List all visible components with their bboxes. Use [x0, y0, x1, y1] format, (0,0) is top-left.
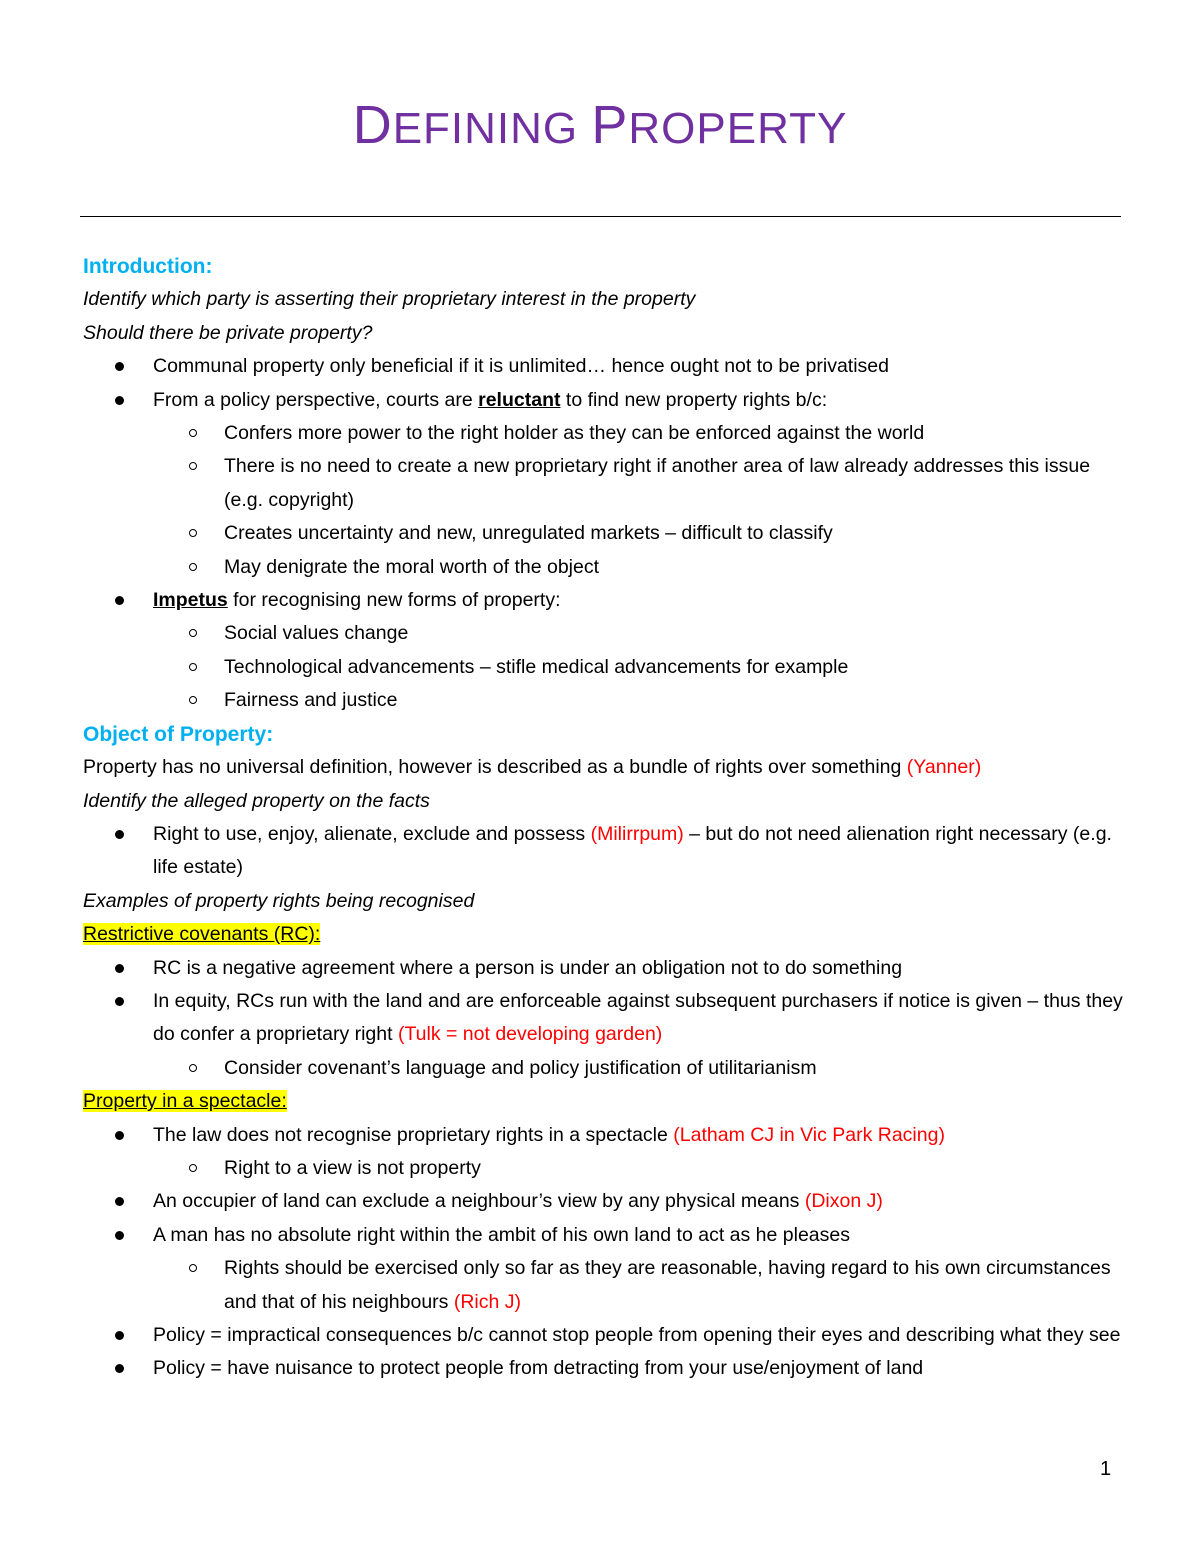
title-initial-d: D	[352, 95, 393, 155]
section-heading-object-of-property: Object of Property:	[83, 722, 274, 746]
case-citation: (Yanner)	[906, 756, 982, 779]
case-citation: (Rich J)	[453, 1290, 522, 1313]
case-citation: (Latham CJ in Vic Park Racing)	[673, 1123, 945, 1146]
sub-bullet-item	[83, 1152, 1123, 1185]
sub-bullet-marker	[189, 529, 197, 537]
sub-bullet-item	[83, 684, 1123, 717]
subheading-row	[83, 1085, 1123, 1118]
sub-bullet-text: Right to a view is not property	[224, 1156, 481, 1179]
bullet-text: The law does not recognise proprietary rights in a spectacle	[153, 1123, 674, 1146]
bullet-item	[83, 584, 1123, 617]
paragraph-text: Property has no universal definition, however is described as a bundle of rights over something	[83, 756, 907, 779]
paragraph: Identify the alleged property on the facts	[83, 789, 430, 812]
subheading-restrictive-covenants: Restrictive covenants (RC):	[83, 923, 321, 946]
emphasis-text: reluctant	[478, 388, 561, 411]
bullet-marker	[115, 396, 124, 405]
bullet-item	[83, 1185, 1123, 1218]
bullet-marker	[115, 1331, 124, 1340]
document-body	[83, 250, 1123, 1386]
bullet-item	[83, 1219, 1123, 1252]
bullet-item	[83, 952, 1123, 985]
bullet-marker	[115, 1231, 124, 1240]
sub-bullet-marker	[189, 696, 197, 704]
sub-bullet-item	[83, 651, 1123, 684]
bullet-marker	[115, 596, 124, 605]
paragraph: Identify which party is asserting their proprietary interest in the property	[83, 288, 696, 311]
sub-bullet-text: Fairness and justice	[224, 689, 398, 712]
bullet-marker	[115, 362, 124, 371]
sub-bullet-marker	[189, 429, 197, 437]
bullet-item	[83, 384, 1123, 417]
paragraph	[83, 751, 1123, 784]
subheading-property-in-a-spectacle: Property in a spectacle:	[83, 1090, 287, 1113]
sub-bullet-text: Technological advancements – stifle medical advancements for example	[224, 655, 849, 678]
sub-bullet-marker	[189, 462, 197, 470]
sub-bullet-text: May denigrate the moral worth of the object	[224, 555, 600, 578]
bullet-text: Right to use, enjoy, alienate, exclude and possess	[153, 822, 591, 845]
title-divider	[80, 216, 1121, 217]
bullet-marker	[115, 964, 124, 973]
sub-bullet-item	[83, 450, 1123, 517]
subheading-row	[83, 918, 1123, 951]
bullet-marker	[115, 830, 124, 839]
sub-bullet-marker	[189, 1164, 197, 1172]
bullet-text: Policy = have nuisance to protect people from detracting from your use/enjoyment of land	[153, 1357, 924, 1380]
paragraph: Should there be private property?	[83, 321, 373, 344]
sub-bullet-marker	[189, 1064, 197, 1072]
sub-bullet-item	[83, 1252, 1123, 1319]
sub-bullet-item	[83, 617, 1123, 650]
sub-bullet-item	[83, 517, 1123, 550]
sub-bullet-text: Social values change	[224, 622, 409, 645]
sub-bullet-item	[83, 551, 1123, 584]
bullet-marker	[115, 1197, 124, 1206]
bullet-text: RC is a negative agreement where a person is under an obligation not to do something	[153, 956, 903, 979]
bullet-text: Policy = impractical consequences b/c cannot stop people from opening their eyes and describing what they see	[153, 1324, 1121, 1346]
bullet-text: to find new property rights b/c:	[560, 388, 828, 411]
title-word-defining: EFINING	[392, 104, 579, 153]
paragraph: Examples of property rights being recognised	[83, 889, 475, 912]
sub-bullet-marker	[189, 629, 197, 637]
bullet-item	[83, 1119, 1123, 1152]
section-heading-introduction: Introduction:	[83, 255, 213, 278]
sub-bullet-item	[83, 417, 1123, 450]
sub-bullet-marker	[189, 563, 197, 571]
sub-bullet-text: Rights should be exercised only so far as they are reasonable, having regard to his own circumstances and that of his neighbours	[224, 1257, 1111, 1313]
bullet-item	[83, 350, 1123, 383]
bullet-item	[83, 1319, 1123, 1352]
bullet-item	[83, 985, 1123, 1052]
sub-bullet-text: Confers more power to the right holder as they can be enforced against the world	[224, 422, 925, 445]
bullet-text: An occupier of land can exclude a neighbour’s view by any physical means	[153, 1190, 805, 1213]
case-citation: (Dixon J)	[804, 1190, 883, 1213]
bullet-marker	[115, 1131, 124, 1140]
bullet-item	[83, 818, 1123, 885]
bullet-item	[83, 1352, 1123, 1385]
page-number: 1	[1100, 1458, 1112, 1480]
bullet-text: for recognising new forms of property:	[227, 589, 561, 612]
sub-bullet-item	[83, 1052, 1123, 1085]
case-citation: (Milirrpum)	[590, 822, 684, 845]
sub-bullet-marker	[189, 1264, 197, 1272]
case-citation: (Tulk = not developing garden)	[397, 1023, 663, 1046]
sub-bullet-text: Creates uncertainty and new, unregulated markets – difficult to classify	[224, 522, 833, 545]
bullet-text: A man has no absolute right within the ambit of his own land to act as he pleases	[153, 1223, 851, 1246]
emphasis-text: Impetus	[153, 589, 228, 612]
bullet-text: Communal property only beneficial if it is unlimited… hence ought not to be privatised	[153, 355, 889, 378]
bullet-marker	[115, 1364, 124, 1373]
sub-bullet-marker	[189, 663, 197, 671]
bullet-text: From a policy perspective, courts are	[153, 388, 479, 411]
bullet-marker	[115, 997, 124, 1006]
sub-bullet-text: Consider covenant’s language and policy justification of utilitarianism	[224, 1056, 817, 1079]
bullet-text: – but do not need alienation right necessary (e.g. life estate)	[153, 822, 1112, 879]
page-title	[0, 95, 1200, 155]
sub-bullet-text: There is no need to create a new proprietary right if another area of law already addresses this issue (e.g. copyright)	[224, 455, 1091, 511]
bullet-text: In equity, RCs run with the land and are enforceable against subsequent purchasers if notice is given – thus they do confer a proprietary right	[153, 989, 1123, 1046]
title-initial-p: P	[591, 95, 629, 155]
title-word-property: ROPERTY	[628, 104, 848, 153]
